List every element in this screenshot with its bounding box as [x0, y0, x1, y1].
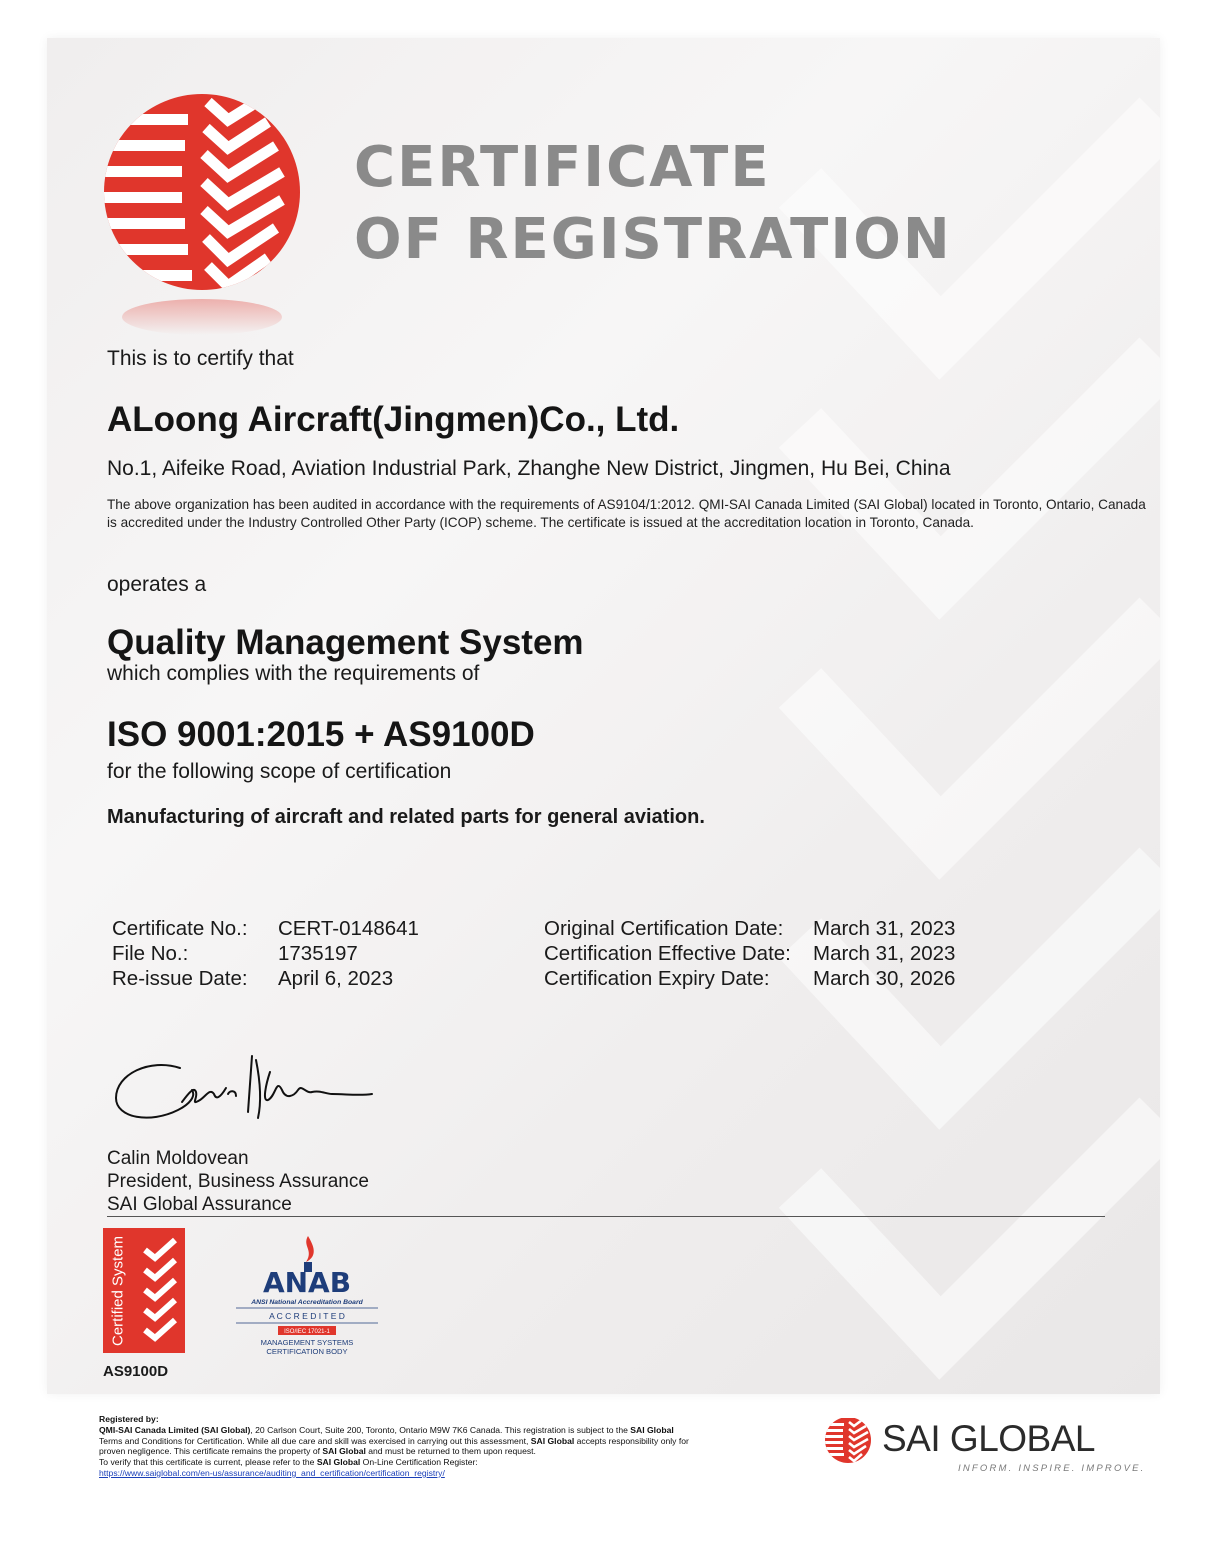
file-no-value: 1735197 — [278, 942, 358, 965]
checkmarks-icon — [141, 1236, 181, 1346]
footer-line3b: and must be returned to them upon request. — [365, 1446, 536, 1457]
anab-line1: MANAGEMENT SYSTEMS — [260, 1338, 354, 1347]
expiry-date-label: Certification Expiry Date: — [544, 967, 770, 990]
signatory-block — [107, 1147, 369, 1216]
certificate-title-line2: OF REGISTRATION — [354, 207, 952, 272]
original-date-label: Original Certification Date: — [544, 917, 784, 940]
footer-line4b: On-Line Certification Register: — [360, 1457, 478, 1468]
anab-board: ANSI National Accreditation Board — [251, 1299, 363, 1306]
footer-sai-3: SAI Global — [322, 1446, 366, 1457]
standard-name: ISO 9001:2015 + AS9100D — [107, 715, 535, 754]
footer-line2a: Terms and Conditions for Certification. While all due care and skill was exercised in carrying out this assessment, — [99, 1435, 531, 1446]
company-name: ALoong Aircraft(Jingmen)Co., Ltd. — [107, 400, 680, 439]
anab-accreditation-logo — [232, 1234, 382, 1364]
torch-flame-icon — [306, 1236, 314, 1262]
footer-sai-2: SAI Global — [530, 1435, 575, 1446]
signatory-role: President, Business Assurance — [107, 1171, 369, 1192]
footer-sai-1: SAI Global — [630, 1424, 674, 1435]
anab-line2: CERTIFICATION BODY — [266, 1347, 348, 1356]
file-no-label: File No.: — [112, 942, 189, 965]
original-date-value: March 31, 2023 — [813, 917, 956, 940]
certificate-title-line1: CERTIFICATE — [354, 135, 771, 200]
reissue-date-label: Re-issue Date: — [112, 967, 248, 990]
signatory-name: Calin Moldovean — [107, 1148, 249, 1169]
signature-image — [110, 1050, 380, 1130]
management-system: Quality Management System — [107, 623, 584, 662]
footer-line3a: proven negligence. This certificate remains the property of — [99, 1446, 323, 1457]
registry-link[interactable]: https://www.saiglobal.com/en-us/assurance/auditing_and_certification/certification_registry/ — [99, 1467, 445, 1478]
footer-line2b: accepts responsibility only for — [574, 1435, 689, 1446]
badge-caption: AS9100D — [103, 1363, 169, 1380]
sai-global-wordmark: SAI GLOBAL — [882, 1418, 1095, 1459]
scope-intro: for the following scope of certification — [107, 760, 452, 783]
signatory-org: SAI Global Assurance — [107, 1194, 292, 1215]
detail-values-right — [813, 916, 955, 991]
operates-text: operates a — [107, 573, 207, 596]
anab-iso: ISO/IEC 17021-1 — [284, 1329, 330, 1335]
footer-line4a: To verify that this certificate is current, please refer to the — [99, 1457, 317, 1468]
certified-system-label: Certified System — [109, 1235, 127, 1346]
anab-accredited: A C C R E D I T E D — [269, 1311, 345, 1321]
effective-date-value: March 31, 2023 — [813, 942, 956, 965]
certificate-no-label: Certificate No.: — [112, 917, 248, 940]
anab-name: ANAB — [262, 1266, 352, 1299]
detail-labels-right — [544, 916, 791, 991]
registered-by-label: Registered by: — [99, 1414, 159, 1424]
detail-values-left — [278, 916, 419, 991]
certification-scope: Manufacturing of aircraft and related parts for general aviation. — [107, 806, 705, 828]
footer-line1: , 20 Carlson Court, Suite 200, Toronto, Ontario M9W 7K6 Canada. This registration is subject to the — [250, 1424, 631, 1435]
certify-intro: This is to certify that — [107, 347, 294, 370]
registration-footer — [99, 1414, 799, 1479]
company-address: No.1, Aifeike Road, Aviation Industrial Park, Zhanghe New District, Jingmen, Hu Bei, China — [107, 457, 951, 480]
complies-text: which complies with the requirements of — [107, 662, 480, 685]
reissue-date-value: April 6, 2023 — [278, 967, 394, 990]
sai-global-tagline: INFORM. INSPIRE. IMPROVE. — [958, 1463, 1146, 1474]
detail-labels-left — [112, 916, 248, 991]
audit-note: The above organization has been audited in accordance with the requirements of AS9104/1:2012. QMI-SAI Canada Limited (SAI Global) located in Toronto, Ontario, Canada is accredited under the Industry Controlled Other Party (ICOP) scheme. The certificate is issued at the accreditation location in Toronto, Canada. — [107, 496, 1146, 530]
footer-sai-4: SAI Global — [316, 1457, 361, 1468]
effective-date-label: Certification Effective Date: — [544, 942, 791, 965]
expiry-date-value: March 30, 2026 — [813, 967, 956, 990]
divider-line — [107, 1216, 1105, 1217]
registrar-name: QMI-SAI Canada Limited (SAI Global) — [99, 1424, 251, 1435]
certificate-no-value: CERT-0148641 — [278, 917, 419, 940]
sai-global-seal-icon — [100, 92, 310, 342]
